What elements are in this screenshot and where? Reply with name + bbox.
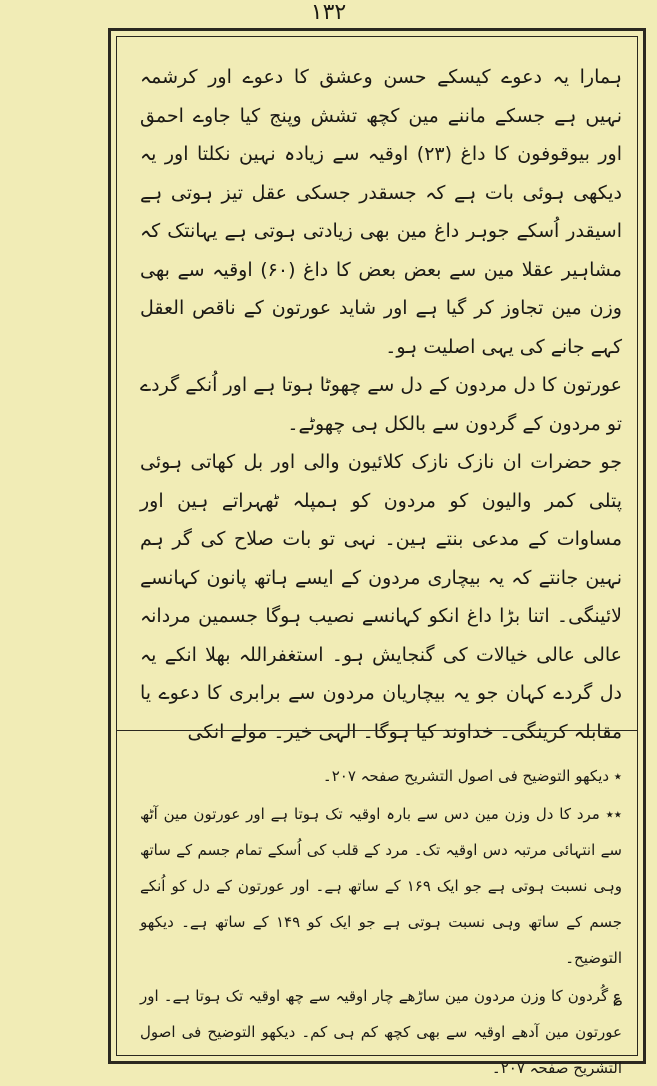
page-number: ١٣٢ (310, 0, 347, 25)
body-paragraph: ہمارا یہ دعوے کیسکے حسن وعشق کا دعوے اور کرشمہ نہیں ہے جسکے ماننے مین کچھ تشش وپنج کیا جاوے احمق اور بیوقوفون کا داغ (۲۳) اوقیہ سے زیادہ نہین نکلتا اور یہ دیکھی ہوئی بات ہے کہ جسقدر جسکی عقل تیز ہوتی ہے اسیقدر اُسکے جوہر داغ مین بھی زیادتی ہوتی ہے یہانتک کہ مشاہیر عقلا مین سے بعض بعض کا داغ (۶۰) اوقیہ سے بھی وزن مین تجاوز کر گیا ہے اور شاید عورتون کے ناقص العقل کہے جانے کی یہی اصلیت ہو۔ (140, 66, 622, 358)
body-paragraph: جو حضرات ان نازک نازک کلائیون والی اور بل کھاتی ہوئی پتلی کمر والیون کو مردون کو ہمپلہ ٹھہراتے ہین اور مساوات کے مدعی بنتے ہین۔ نہی تو بات صلاح کی گر ہم نہین جانتے کہ یہ بیچاری مردون کے ایسے ہاتھ پانون کہانسے لائینگی۔ اتنا بڑا داغ انکو کہانسے نصیب ہوگا جسمین مردانہ عالی عالی خیالات کی گنجایش ہو۔ استغفراللہ بھلا انکے یہ دل گردے کہان جو یہ بیچاریان مردون سے برابری کا دعوے یا مقابلہ کرینگی۔ خداوند کیا ہوگا۔ الہی خیر۔ مولے انکی (140, 451, 622, 743)
footnotes (140, 758, 622, 1077)
main-text (140, 58, 622, 743)
footnote: ٭ دیکھو التوضیح فی اصول التشریح صفحہ ۲۰۷۔ (322, 767, 622, 785)
body-paragraph: عورتون کا دل مردون کے دل سے چھوٹا ہوتا ہے اور اُنکے گردے تو مردون کے گردون سے بالکل ہی چھوٹے۔ (140, 374, 622, 435)
footnote: ؏ گُردون کا وزن مردون مین ساڑھے چار اوقیہ سے چھ اوقیہ تک ہوتا ہے۔ اور عورتون مین آدھے اوقیہ سے بھی کچھ کم ہی کم۔ دیکھو التوضیح فی اصول التشریح صفحہ ۲۰۷۔ (140, 987, 622, 1077)
footnote: ٭٭ مرد کا دل وزن مین دس سے بارہ اوقیہ تک ہوتا ہے اور عورتون مین آٹھ سے انتہائی مرتبہ دس اوقیہ تک۔ مرد کے قلب کی اُسکے تمام جسم کے ساتھ وہی نسبت ہوتی ہے جو ایک ۱۶۹ کے ساتھ ہے۔ اور عورتون کے دل کو اُنکے جسم کے ساتھ وہی نسبت ہوتی ہے جو ایک کو ۱۴۹ کے ساتھ ہے۔ دیکھو التوضیح۔ (140, 805, 622, 967)
footnote-divider (116, 730, 638, 731)
